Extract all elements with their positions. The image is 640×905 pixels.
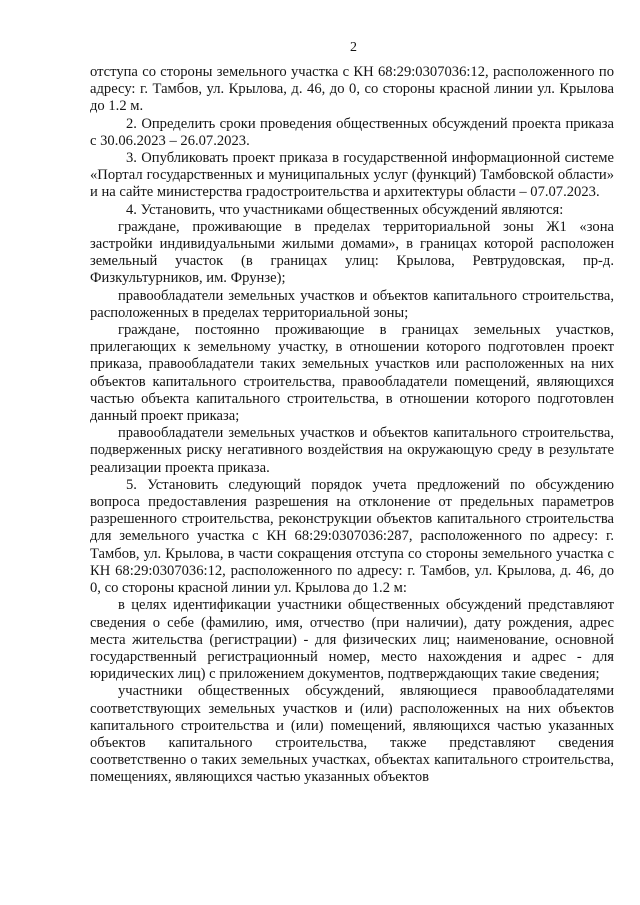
- paragraph-participants-owners: правообладатели земельных участков и объектов капитального строительства, расположенных в пределах территориальной зоны;: [90, 287, 614, 321]
- page-number: 2: [350, 40, 357, 55]
- paragraph-participants-risk: правообладатели земельных участков и объектов капитального строительства, подверженных риску негативного воздействия на окружающую среду в результате реализации проекта приказа.: [90, 425, 614, 476]
- paragraph-item-5: 5. Установить следующий порядок учета предложений по обсуждению вопроса предоставления разрешения на отклонение от предельных параметров разрешенного строительства, реконструкции объектов капитального строительства для земельного участка с КН 68:29:0307036:287, расположенного по адресу: г. Тамбов, ул. Крылова, в части сокращения отступа со стороны земельного участка с КН 68:29:0307036:12, расположенного по адресу: г. Тамбов, ул. Крылова, д. 46, до 0, со стороны красной линии ул. Крылова до 1.2 м:: [90, 476, 614, 597]
- paragraph-rightholders: участники общественных обсуждений, являющиеся правообладателями соответствующих земельных участков и (или) расположенных на них объектов капитального строительства и (или) помещений, являющихся частью указанных объектов капитального строительства, также представляют сведения соответственно о таких земельных участках, объектах капитального строительства, помещениях, являющихся частью указанных объектов: [90, 683, 614, 786]
- paragraph-participants-adjacent: граждане, постоянно проживающие в границах земельных участков, прилегающих к земельному участку, в отношении которого подготовлен проект приказа, правообладатели таких земельных участков или расположенных на них объектов капитального строительства, правообладатели помещений, являющихся частью объекта капитального строительства, в отношении которого подготовлен данный проект приказа;: [90, 322, 614, 425]
- paragraph-item-4: 4. Установить, что участниками общественных обсуждений являются:: [126, 201, 564, 218]
- document-body: [90, 64, 614, 787]
- paragraph-item-2: 2. Определить сроки проведения общественных обсуждений проекта приказа с 30.06.2023 – 26.07.2023.: [90, 115, 614, 149]
- paragraph-continuation: отступа со стороны земельного участка с КН 68:29:0307036:12, расположенного по адресу: г. Тамбов, ул. Крылова, д. 46, до 0, со стороны красной линии ул. Крылова до 1.2 м.: [90, 64, 614, 115]
- paragraph-item-3: 3. Опубликовать проект приказа в государственной информационной системе «Портал государственных и муниципальных услуг (функций) Тамбовской области» и на сайте министерства градостроительства и архитектуры области – 07.07.2023.: [90, 150, 614, 201]
- paragraph-identification: в целях идентификации участники общественных обсуждений представляют сведения о себе (фамилию, имя, отчество (при наличии), дату рождения, адрес места жительства (регистрации) - для физических лиц; наименование, основной государственный регистрационный номер, место нахождения и адрес - для юридических лиц) с приложением документов, подтверждающих такие сведения;: [90, 597, 614, 683]
- paragraph-participants-residents: граждане, проживающие в пределах территориальной зоны Ж1 «зона застройки индивидуальными жилыми домами», в границах которой расположен земельный участок (в границах улиц: Крылова, Ревтрудовская, пр-д. Физкультурников, им. Фрунзе);: [90, 218, 614, 287]
